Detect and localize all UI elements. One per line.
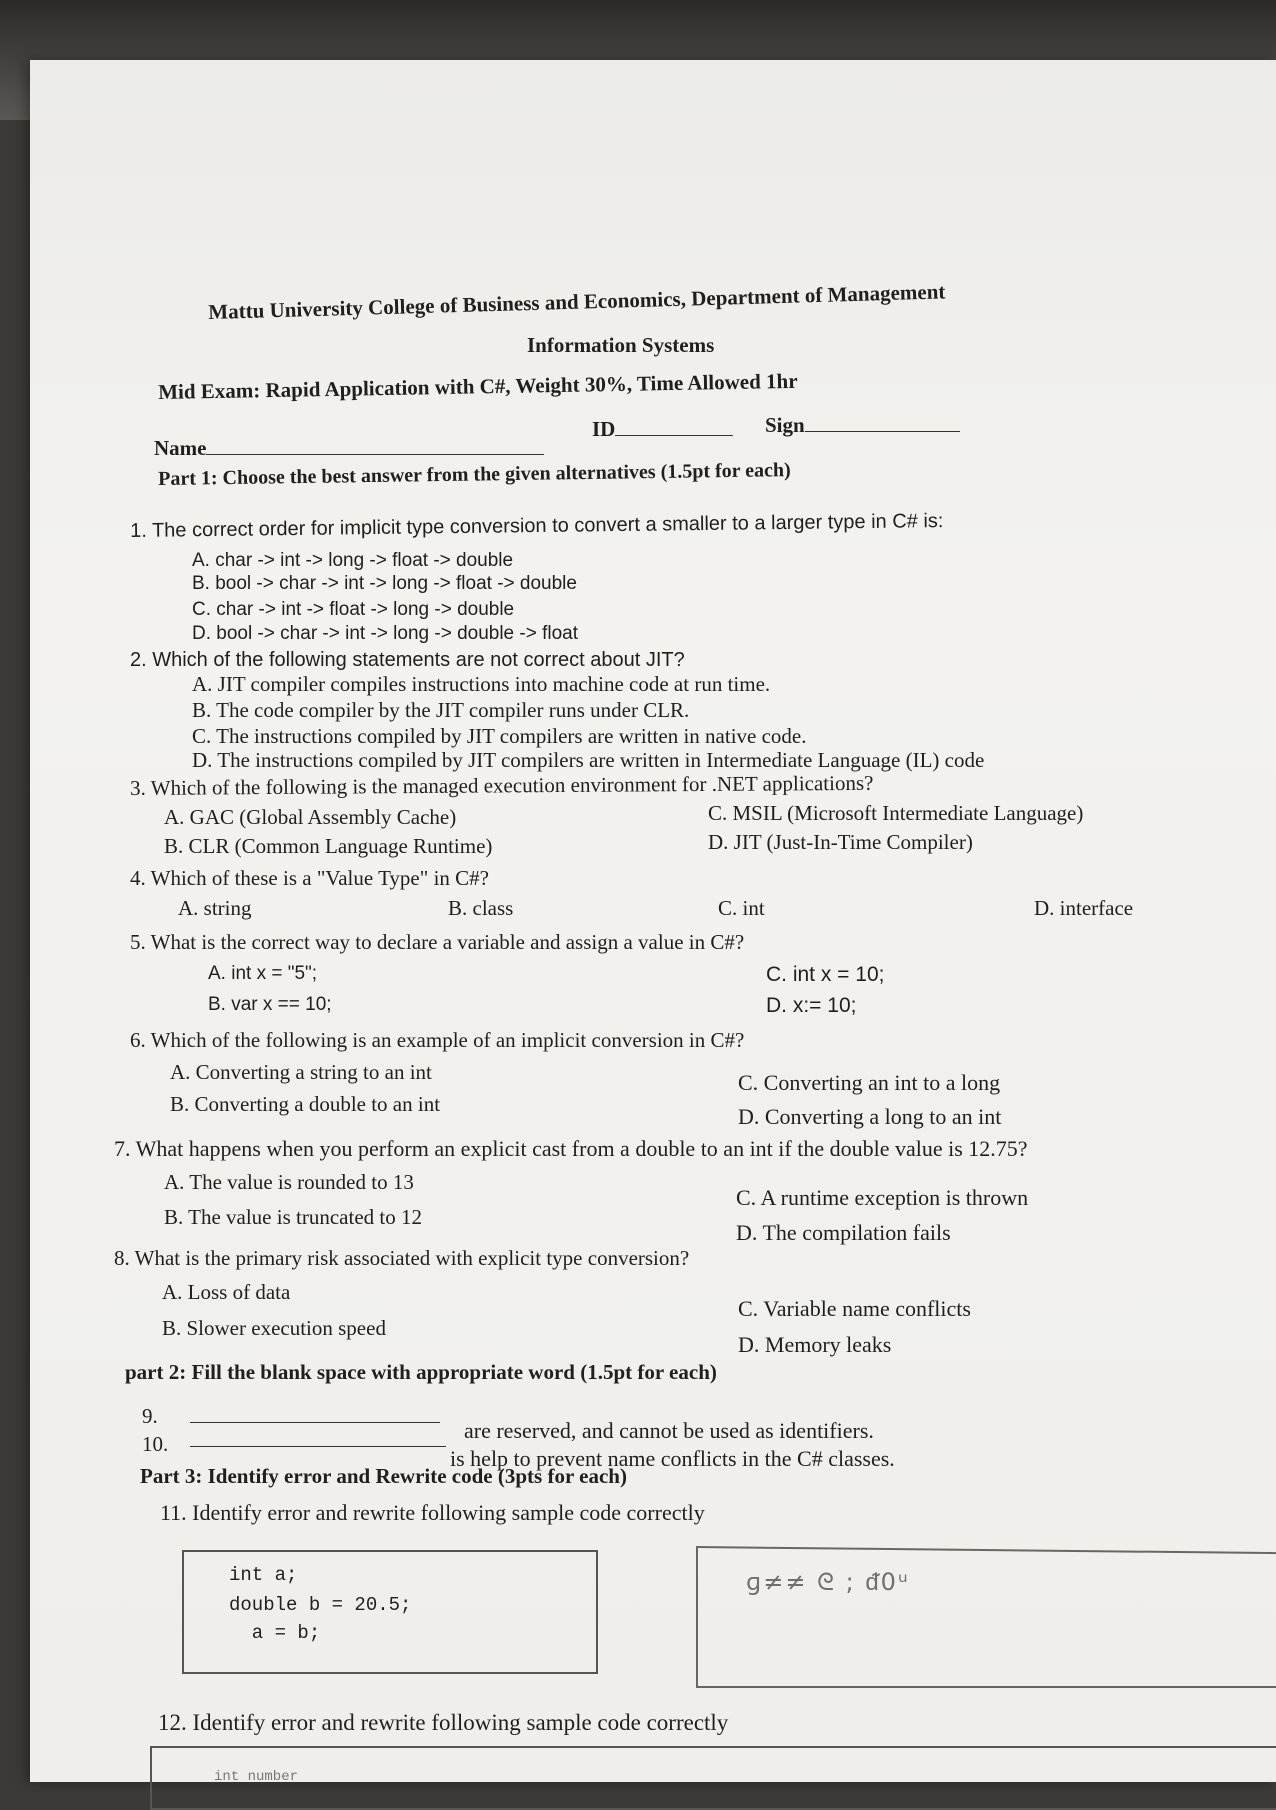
q4-option-d[interactable]: D. interface (1034, 896, 1134, 920)
q9-text: are reserved, and cannot be used as identifiers. (464, 1418, 874, 1443)
q6-option-a[interactable]: A. Converting a string to an int (170, 1060, 432, 1084)
q1-option-a[interactable]: A. char -> int -> long -> float -> double (192, 550, 514, 571)
q8-option-c[interactable]: C. Variable name conflicts (738, 1296, 971, 1321)
q7-option-d[interactable]: D. The compilation fails (736, 1220, 951, 1245)
q5-option-b[interactable]: B. var x == 10; (208, 994, 332, 1015)
q8-option-d[interactable]: D. Memory leaks (738, 1332, 892, 1357)
sign-field (765, 413, 960, 438)
question-3: 3. Which of the following is the managed execution environment for .NET applications? (130, 770, 874, 800)
part1-heading: Part 1: Choose the best answer from the given alternatives (1.5pt for each) (158, 459, 791, 490)
q4-option-b[interactable]: B. class (448, 896, 514, 920)
answer-line-top (696, 1546, 1276, 1554)
q9 (190, 1404, 440, 1429)
q6-option-b[interactable]: B. Converting a double to an int (170, 1092, 441, 1116)
q7-option-b[interactable]: B. The value is truncated to 12 (164, 1205, 422, 1229)
q6-option-c[interactable]: C. Converting an int to a long (738, 1070, 1001, 1095)
question-11: 11. Identify error and rewrite following sample code correctly (160, 1500, 705, 1525)
part3-heading: Part 3: Identify error and Rewrite code (3pts for each) (140, 1464, 627, 1488)
exam-paper (30, 60, 1276, 1785)
q2-option-a[interactable]: A. JIT compiler compiles instructions into machine code at run time. (192, 672, 771, 696)
code-line-1: int a; (229, 1564, 298, 1586)
question-12: 12. Identify error and rewrite following sample code correctly (158, 1710, 729, 1735)
q3-option-a[interactable]: A. GAC (Global Assembly Cache) (164, 805, 457, 829)
question-2 (130, 649, 685, 672)
q7-option-a[interactable]: A. The value is rounded to 13 (164, 1170, 414, 1194)
q10-blank[interactable] (190, 1446, 446, 1447)
name-label: Name (154, 436, 207, 460)
q5-option-c[interactable]: C. int x = 10; (766, 963, 885, 986)
question-6: 6. Which of the following is an example of an implicit conversion in C#? (130, 1028, 745, 1052)
id-label: ID (592, 417, 616, 441)
question-5: 5. What is the correct way to declare a variable and assign a value in C#? (130, 930, 745, 954)
q10 (190, 1428, 446, 1453)
institution-line-2: Information Systems (527, 333, 715, 357)
name-field (154, 436, 544, 461)
q8-option-a[interactable]: A. Loss of data (162, 1280, 291, 1304)
sign-label: Sign (765, 413, 805, 437)
q6-option-d[interactable]: D. Converting a long to an int (738, 1104, 1002, 1129)
q9-number: 9. (142, 1404, 158, 1428)
code-line-3: a = b; (229, 1622, 321, 1644)
sign-blank[interactable] (805, 431, 960, 432)
id-blank[interactable] (615, 435, 733, 436)
q10-number: 10. (142, 1432, 169, 1456)
q3-option-d[interactable]: D. JIT (Just-In-Time Compiler) (708, 830, 973, 854)
q1-option-b[interactable]: B. bool -> char -> int -> long -> float -> double (192, 573, 577, 594)
q4-option-c[interactable]: C. int (718, 896, 765, 920)
q5-option-d[interactable]: D. x:= 10; (766, 994, 857, 1017)
q4-option-a[interactable]: A. string (178, 896, 252, 920)
question-8: 8. What is the primary risk associated with explicit type conversion? (114, 1246, 690, 1270)
question-1: 1. The correct order for implicit type conversion to convert a smaller to a larger type in C# is: (130, 510, 944, 542)
q2-option-c[interactable]: C. The instructions compiled by JIT compilers are written in native code. (192, 724, 807, 748)
q10-text: is help to prevent name conflicts in the C# classes. (450, 1446, 895, 1471)
name-blank[interactable] (206, 454, 544, 455)
q3-option-c[interactable]: C. MSIL (Microsoft Intermediate Language) (708, 801, 1084, 825)
q7-option-c[interactable]: C. A runtime exception is thrown (736, 1185, 1029, 1210)
q3-option-b[interactable]: B. CLR (Common Language Runtime) (164, 834, 493, 858)
code-box-2 (150, 1746, 1276, 1810)
q1-option-c[interactable]: C. char -> int -> float -> long -> double (192, 599, 515, 620)
question-2-text: 2. Which of the following statements are not correct about JIT? (130, 649, 685, 671)
id-field (592, 417, 733, 442)
part2-heading: part 2: Fill the blank space with appropriate word (1.5pt for each) (125, 1360, 717, 1384)
code2-partial-line: int number (214, 1769, 299, 1785)
q1-option-d[interactable]: D. bool -> char -> int -> long -> double -> float (192, 623, 579, 644)
q8-option-b[interactable]: B. Slower execution speed (162, 1316, 386, 1340)
answer-line-left (696, 1546, 698, 1686)
code-box-1 (182, 1550, 598, 1674)
code-line-2: double b = 20.5; (229, 1594, 412, 1616)
q2-option-b[interactable]: B. The code compiler by the JIT compiler runs under CLR. (192, 698, 690, 722)
question-7: 7. What happens when you perform an explicit cast from a double to an int if the double value is 12.75? (114, 1136, 1028, 1161)
handwritten-answer: ɡ≠≠ ᘓ ; ᵭ0ᵘ (746, 1568, 910, 1596)
exam-title: Mid Exam: Rapid Application with C#, Weight 30%, Time Allowed 1hr (158, 368, 798, 404)
question-4: 4. Which of these is a "Value Type" in C#? (130, 866, 489, 890)
institution-line-1: Mattu University College of Business and Economics, Department of Management (208, 279, 946, 324)
answer-line-bottom (696, 1686, 1276, 1688)
paper-content (30, 60, 1276, 1785)
q5-option-a[interactable]: A. int x = "5"; (208, 963, 318, 984)
q9-blank[interactable] (190, 1422, 440, 1423)
q2-option-d[interactable]: D. The instructions compiled by JIT compilers are written in Intermediate Language (IL) code (192, 748, 985, 772)
